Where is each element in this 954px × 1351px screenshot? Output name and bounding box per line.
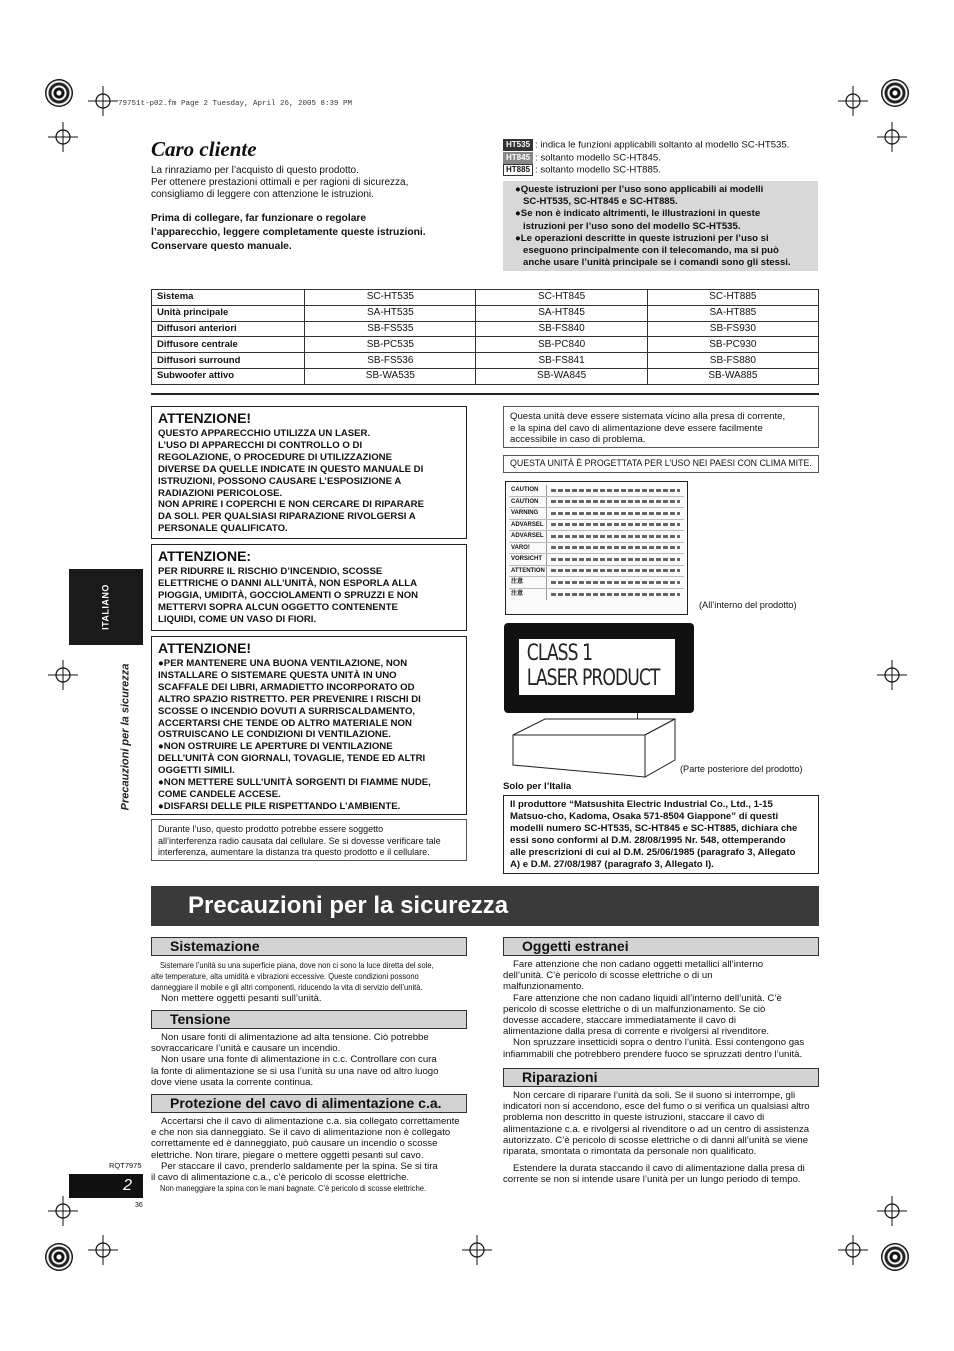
cavo-text: Accertarsi che il cavo di alimentazione c.a. sia collegato correttamente e che non sia danneggiato. Se il cavo di alimentazione non è collegato correttamente ed è danneggiato, può causare un incendio o scosse elettriche. Non tirare, piegare o mettere oggetti pesanti sul cavo. Per staccare il cavo, prenderlo saldamente per la spina. Se si tira il cavo di alimentazione c.a., c’è pericolo di scosse elettriche. Non maneggiare la spina con le mani bagnate. C’è pericolo di scosse elettriche. <box>151 1116 460 1194</box>
label-row: VARO! <box>509 543 684 555</box>
registration-disc-bottom-right <box>881 1243 909 1271</box>
label-row: 注意 <box>509 589 684 601</box>
intro-bold-paragraph: Prima di collegare, far funzionare o regolare l’apparecchio, leggere completamente queste istruzioni. Conservare questo manuale. <box>151 213 426 252</box>
registration-disc-top-right <box>881 79 909 107</box>
crosshair-icon <box>877 1196 907 1226</box>
page-title: Caro cliente <box>151 137 257 161</box>
table-row: Diffusore centrale SB-PC535 SB-PC840 SB-PC930 <box>152 337 819 353</box>
crosshair-icon <box>877 122 907 152</box>
model-legend-row: HT535 : indica le funzioni applicabili soltanto al modello SC-HT535. <box>503 139 823 152</box>
table-row: Sistema SC-HT535 SC-HT845 SC-HT885 <box>152 290 819 306</box>
page-number: 2 <box>69 1174 143 1198</box>
table-row: Subwoofer attivo SB-WA535 SB-WA845 SB-WA885 <box>152 368 819 384</box>
heading-tensione: Tensione <box>151 1010 467 1029</box>
caption-inside: (All’interno del prodotto) <box>699 600 797 610</box>
crosshair-icon <box>838 86 868 116</box>
climate-note: QUESTA UNITÀ È PROGETTATA PER L’USO NEI PAESI CON CLIMA MITE. <box>503 455 819 473</box>
warning-laser-box: ATTENZIONE! QUESTO APPARECCHIO UTILIZZA UN LASER. L’USO DI APPARECCHI DI CONTROLLO O DI REGOLAZIONE, O PROCEDURE DI UTILIZZAZIONE DIVERSE DA QUELLE INDICATE IN QUESTO MANUALE DI ISTRUZIONI, POSSONO CAUSARE L’ESPOSIZIONE A RADIAZIONI PERICOLOSE. NON APRIRE I COPERCHI E NON CERCARE DI RIPARARE DA SOLI. PER QUALSIASI RIPARAZIONE RIVOLGERSI A PERSONALE QUALIFICATO. <box>151 406 467 539</box>
label-row: ATTENTION <box>509 566 684 578</box>
warning-title: ATTENZIONE! <box>158 640 252 656</box>
note-item: ●Queste istruzioni per l’uso sono applicabili ai modelli SC-HT535, SC-HT845 e SC-HT885. <box>515 184 764 208</box>
crosshair-icon <box>48 122 78 152</box>
table-row: Diffusori anteriori SB-FS535 SB-FS840 SB-FS930 <box>152 321 819 337</box>
list-item: ●NON METTERE SULL’UNITÀ SORGENTI DI FIAMME NUDE, <box>158 777 431 789</box>
model-legend-row: HT845 : soltanto modello SC-HT845. <box>503 152 823 165</box>
note-item: ●Le operazioni descritte in queste istruzioni per l’uso si eseguono principalmente con il telecomando, ma si può anche usare l’unità principale se i comandi sono gli stessi. <box>515 232 791 269</box>
heading-sistemazione: Sistemazione <box>151 937 467 956</box>
divider <box>151 393 819 395</box>
registration-disc-top-left <box>45 79 73 107</box>
tensione-text: Non usare fonti di alimentazione ad alta tensione. Ciò potrebbe sovraccaricare l’unità e causare un incendio. Non usare una fonte di alimentazione in c.c. Controllare con cura la fonte di alimentazione se si usa l’unità su una nave od altro luogo dove viene usata la corrente continua. <box>151 1032 439 1088</box>
crosshair-icon <box>838 1235 868 1265</box>
radio-interference-note: Durante l’uso, questo prodotto potrebbe essere soggetto all’interferenza radio causata dal cellulare. Se si dovesse verificare tale interferenza, aumentare la distanza tra questo prodotto e il cellulare. <box>151 819 467 861</box>
label-row: ADVARSEL <box>509 531 684 543</box>
crosshair-icon <box>877 660 907 690</box>
heading-oggetti: Oggetti estranei <box>503 937 819 956</box>
warning-title: ATTENZIONE: <box>158 548 252 564</box>
warning-title: ATTENZIONE! <box>158 410 252 426</box>
model-legend <box>503 139 823 177</box>
italy-heading: Solo per l’Italia <box>503 781 572 792</box>
table-row: Unità principale SA-HT535 SA-HT845 SA-HT885 <box>152 305 819 321</box>
heading-cavo: Protezione del cavo di alimentazione c.a. <box>151 1094 467 1113</box>
socket-note: Questa unità deve essere sistemata vicino alla presa di corrente, e la spina del cavo di alimentazione deve essere facilmente accessibile in caso di problema. <box>503 406 819 448</box>
warning-fire-box: ATTENZIONE: PER RIDURRE IL RISCHIO D’INCENDIO, SCOSSE ELETTRICHE O DANNI ALL’UNITÀ, NON ESPORLA ALLA PIOGGIA, UMIDITÀ, GOCCIOLAMENTI O SPRUZZI E NON METTERVI SOPRA ALCUN OGGETTO CONTENENTE LIQUIDI, COME UN VASO DI FIORI. <box>151 544 467 631</box>
intro-paragraph: La rinraziamo per l’acquisto di questo prodotto. Per ottenere prestazioni ottimali e per ragioni di sicurezza, consigliamo di leggere con attenzione le istruzioni. <box>151 165 409 200</box>
section-banner: Precauzioni per la sicurezza <box>151 886 819 926</box>
file-info: 79751t-p02.fm Page 2 Tuesday, April 26, 2005 8:39 PM <box>118 100 353 108</box>
crosshair-icon <box>48 660 78 690</box>
label-row: VARNING <box>509 508 684 520</box>
model-badge: HT535 <box>503 139 533 151</box>
caption-rear: (Parte posteriore del prodotto) <box>680 764 803 774</box>
sistemazione-text: Sistemare l’unità su una superficie piana, dove non ci sono la luce diretta del sole, alte temperature, alta umidità e vibrazioni eccessive. Queste condizioni possono danneggiare il mobile e gli altri componenti, riducendo la vita di servizio dell’unità. Non mettere oggetti pesanti sull’unità. <box>151 960 434 1004</box>
label-row: ADVARSEL <box>509 520 684 532</box>
section-sidebar <box>119 652 133 822</box>
table-row: Diffusori surround SB-FS536 SB-FS841 SB-FS880 <box>152 353 819 369</box>
sheet-number: 36 <box>135 1202 143 1209</box>
label-row: 注意 <box>509 577 684 589</box>
crosshair-icon <box>48 1196 78 1226</box>
language-tab <box>69 569 143 645</box>
riparazioni-text: Non cercare di riparare l’unità da soli. Se il suono si interrompe, gli indicatori non si accendono, esce del fumo o si verifica un qualsiasi altro problema non descritto in queste istruzioni, staccare il cavo di alimentazione c.a. e rivolgersi al rivenditore o ad un centro di assistenza autorizzato. C’è pericolo di scosse elettriche o di danni all’unità se viene riparata, smontata o rimontata da personale non qualificato. Estendere la durata staccando il cavo di alimentazione dalla presa di corrente se non si intende usare l’unità per un lungo periodo di tempo. <box>503 1090 810 1186</box>
laser-warning-label <box>505 481 688 615</box>
model-legend-row: HT885 : soltanto modello SC-HT885. <box>503 164 823 177</box>
system-table <box>151 289 819 385</box>
heading-riparazioni: Riparazioni <box>503 1068 819 1087</box>
product-box-illustration <box>505 715 680 780</box>
warning-ventilation-box: ATTENZIONE! ●PER MANTENERE UNA BUONA VENTILAZIONE, NON INSTALLARE O SISTEMARE QUESTA UNITÀ IN UNO SCAFFALE DEI LIBRI, ARMADIETTO INCORPORATO OD ALTRO SPAZIO RISTRETTO. PER PREVENIRE I RISCHI DI SCOSSE O INCENDIO DOVUTI A SURRISCALDAMENTO, ACCERTARSI CHE TENDE OD ALTRO MATERIALE NON OSTRUISCANO LE CONDIZIONI DI VENTILAZIONE. ●NON OSTRUIRE LE APERTURE DI VENTILAZIONE DELL’UNITÀ CON GIORNALI, TOVAGLIE, TENDE ED ALTRI OGGETTI SIMILI. ●NON METTERE SULL’UNITÀ SORGENTI DI FIAMME NUDE, COME CANDELE ACCESE. ●DISFARSI DELLE PILE RISPETTANDO L’AMBIENTE. <box>151 636 467 815</box>
class1-laser-label: CLASS 1 LASER PRODUCT <box>504 623 694 713</box>
list-item: ●NON OSTRUIRE LE APERTURE DI VENTILAZIONE <box>158 741 393 753</box>
registration-disc-bottom-left <box>45 1243 73 1271</box>
italy-declaration-box: Il produttore “Matsushita Electric Industrial Co., Ltd., 1-15 Matsuo-cho, Kadoma, Osaka 571-8504 Giappone” di questi modelli numero SC-HT535, SC-HT845 e SC-HT885, dichiara che essi sono conformi al D.M. 28/08/1995 Nr. 548, ottemperando alle prescrizioni di cui al D.M. 25/06/1985 (paragrafo 3, Allegato A) e D.M. 27/08/1987 (paragrafo 3, Allegato I). <box>503 795 819 874</box>
crosshair-icon <box>88 1235 118 1265</box>
list-item: ●DISFARSI DELLE PILE RISPETTANDO L’AMBIENTE. <box>158 800 401 812</box>
label-row: VORSICHT <box>509 554 684 566</box>
label-row: CAUTION <box>509 497 684 509</box>
notes-box <box>503 181 818 271</box>
section-label: Precauzioni per la sicurezza <box>119 663 132 811</box>
model-badge: HT885 <box>503 164 533 176</box>
note-item: ●Se non è indicato altrimenti, le illustrazioni in queste istruzioni per l’uso sono del modello SC-HT535. <box>515 208 761 232</box>
crosshair-icon <box>462 1235 492 1265</box>
document-code: RQT7975 <box>109 1161 142 1170</box>
language-label: ITALIANO <box>100 584 111 630</box>
oggetti-text: Fare attenzione che non cadano oggetti metallici all’interno dell’unità. C’è pericolo di scosse elettriche o di un malfunzionamento. Fare attenzione che non cadano liquidi all’interno dell’unità. C’è pericolo di scosse elettriche o di un malfunzionamento. Se ciò dovesse accadere, staccare immediatamente il cavo di alimentazione dalla presa di corrente e rivolgersi al rivenditore. Non spruzzare insetticidi sopra o dentro l’unità. Essi contengono gas infiammabili che potrebbero prendere fuoco se spruzzati dentro l’unità. <box>503 959 805 1060</box>
model-badge: HT845 <box>503 152 533 164</box>
crosshair-icon <box>88 86 118 116</box>
label-row: CAUTION <box>509 485 684 497</box>
list-item: ●PER MANTENERE UNA BUONA VENTILAZIONE, NON <box>158 658 408 669</box>
